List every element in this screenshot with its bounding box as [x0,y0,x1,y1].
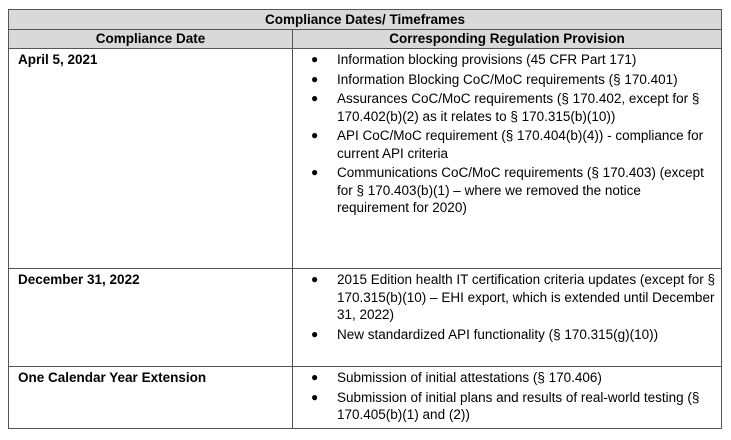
column-header-compliance-date: Compliance Date [9,30,293,49]
list-item: ● Information Blocking CoC/MoC requirements (§ 170.401) [311,71,678,87]
bullet-icon: ● [311,165,319,179]
bullet-icon: ● [311,389,319,404]
list-item: ● API CoC/MoC requirement (§ 170.404(b)(4)) - compliance for current API criteria [311,128,704,161]
list-item: ● New standardized API functionality (§ 170.315(g)(10)) [311,326,659,342]
column-header-regulation-provision: Corresponding Regulation Provision [293,30,722,49]
bullet-icon: ● [311,91,319,105]
compliance-date-cell: One Calendar Year Extension [9,367,293,429]
list-item: ● Information blocking provisions (45 CFR Part 171) [311,52,637,67]
provision-list [293,49,721,220]
provision-list [293,269,721,346]
provision-cell [293,367,722,429]
list-item: ● Submission of initial attestations (§ 170.406) [311,370,602,385]
compliance-date-cell: December 31, 2022 [9,269,293,367]
bullet-icon: ● [311,326,319,341]
list-item: ● Communications CoC/MoC requirements (§ 170.403) (except for § 170.403(b)(1) – where we removed the notice requirement for 2020) [311,165,704,215]
bullet-icon: ● [311,52,319,66]
table-header-row [9,30,722,49]
bullet-icon: ● [311,71,319,86]
table-title: Compliance Dates/ Timeframes [9,10,722,30]
provision-cell [293,49,722,269]
list-item: ● Submission of initial plans and results of real-world testing (§ 170.405(b)(1) and (2)) [311,389,700,422]
list-item: ● Assurances CoC/MoC requirements (§ 170.402, except for § 170.402(b)(2) as it relates to § 170.315(b)(10)) [311,91,700,124]
bullet-icon: ● [311,370,319,384]
list-item: ● 2015 Edition health IT certification criteria updates (except for § 170.315(b)(10) – EHI export, which is extended until December 31, 2022) [311,272,715,322]
bullet-icon: ● [311,272,319,286]
compliance-date-cell: April 5, 2021 [9,49,293,269]
compliance-dates-table [8,9,722,429]
provision-list [293,367,721,427]
bullet-icon: ● [311,128,319,142]
provision-cell [293,269,722,367]
table-row [9,367,722,429]
table-row [9,49,722,269]
table-row [9,269,722,367]
table-title-row [9,10,722,30]
